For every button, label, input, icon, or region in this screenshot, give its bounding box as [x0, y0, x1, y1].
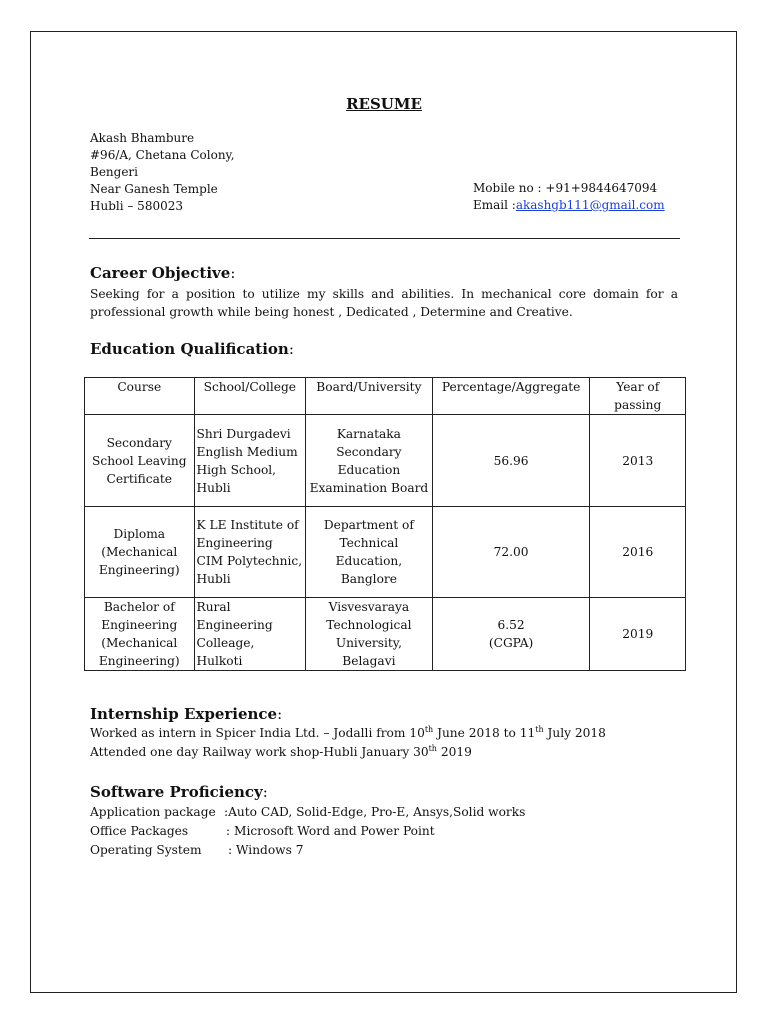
address-line: Near Ganesh Temple — [90, 182, 218, 196]
software-item — [90, 822, 525, 841]
career-objective-text: Seeking for a position to utilize my skills and abilities. In mechanical core domain for a professional growth while being honest , Dedicated , Determine and Creative. — [90, 287, 678, 319]
column-header: Board/University — [306, 378, 433, 415]
text-segment: Attended one day Railway work shop-Hubli January 30 — [90, 745, 429, 759]
percentage-cell — [432, 598, 590, 671]
school-cell: Shri Durgadevi English Medium High School, Hubli — [194, 415, 306, 507]
software-list — [90, 803, 525, 860]
course-cell: Secondary School Leaving Certificate — [85, 415, 195, 507]
percentage-value: 6.52 — [497, 618, 525, 632]
email-row — [473, 197, 665, 214]
software-label: Operating System — [90, 843, 202, 857]
course-cell: Diploma (Mechanical Engineering) — [85, 507, 195, 598]
percentage-cell: 56.96 — [432, 415, 590, 507]
address-block — [90, 130, 235, 215]
school-cell: K LE Institute of Engineering CIM Polytechnic, Hubli — [194, 507, 306, 598]
board-cell: Karnataka Secondary Education Examination Board — [306, 415, 433, 507]
text-segment: Worked as intern in Spicer India Ltd. – Jodalli from 10 — [90, 726, 425, 740]
year-cell: 2013 — [590, 415, 686, 507]
education-table — [84, 377, 686, 671]
column-header: School/College — [194, 378, 306, 415]
address-line: Bengeri — [90, 165, 139, 179]
mobile-number: Mobile no : +91+9844647094 — [473, 181, 658, 195]
ordinal-suffix: th — [535, 724, 544, 734]
table-row — [85, 507, 686, 598]
address-line: Hubli – 580023 — [90, 199, 183, 213]
email-link[interactable]: akashgb111@gmail.com — [515, 198, 665, 212]
software-item — [90, 803, 525, 822]
ordinal-suffix: th — [428, 743, 437, 753]
ordinal-suffix: th — [424, 724, 434, 734]
software-value: :Auto CAD, Solid-Edge, Pro-E, Ansys,Solid works — [224, 805, 526, 819]
address-name: Akash Bhambure — [90, 131, 195, 145]
year-cell: 2016 — [590, 507, 686, 598]
workshop-line — [90, 743, 606, 762]
table-row — [85, 598, 686, 671]
software-label: Office Packages — [90, 824, 189, 838]
heading-text: Internship Experience — [90, 705, 278, 723]
text-segment: 2019 — [436, 745, 472, 759]
email-label: Email : — [473, 198, 516, 212]
software-label: Application package — [90, 805, 216, 819]
text-segment: July 2018 — [543, 726, 606, 740]
address-line: #96/A, Chetana Colony, — [90, 148, 235, 162]
text-segment: June 2018 to 11 — [433, 726, 536, 740]
career-objective-heading: Career Objective: — [90, 264, 236, 282]
software-value: : Microsoft Word and Power Point — [226, 824, 435, 838]
school-cell: Rural Engineering Colleage, Hulkoti — [194, 598, 306, 671]
software-item — [90, 841, 525, 860]
column-header: Percentage/Aggregate — [432, 378, 590, 415]
heading-text: Education Qualification — [90, 340, 289, 358]
contact-block — [473, 180, 665, 214]
column-header: Year of passing — [590, 378, 686, 415]
board-cell: Visvesvaraya Technological University, Belagavi — [306, 598, 433, 671]
table-header-row — [85, 378, 686, 415]
heading-text: Career Objective — [90, 264, 231, 282]
internship-line — [90, 724, 606, 743]
year-cell: 2019 — [590, 598, 686, 671]
column-header: Course — [85, 378, 195, 415]
software-heading: Software Proficiency: — [90, 783, 268, 801]
education-heading: Education Qualification: — [90, 340, 294, 358]
percentage-cell: 72.00 — [432, 507, 590, 598]
heading-text: Software Proficiency — [90, 783, 263, 801]
board-cell: Department of Technical Education, Banglore — [306, 507, 433, 598]
course-cell: Bachelor of Engineering (Mechanical Engineering) — [85, 598, 195, 671]
table-row — [85, 415, 686, 507]
internship-heading: Internship Experience: — [90, 705, 283, 723]
internship-details — [90, 724, 606, 762]
resume-title: RESUME — [346, 95, 422, 113]
percentage-note: (CGPA) — [488, 636, 534, 650]
software-value: : Windows 7 — [228, 843, 304, 857]
header-divider — [89, 238, 680, 239]
